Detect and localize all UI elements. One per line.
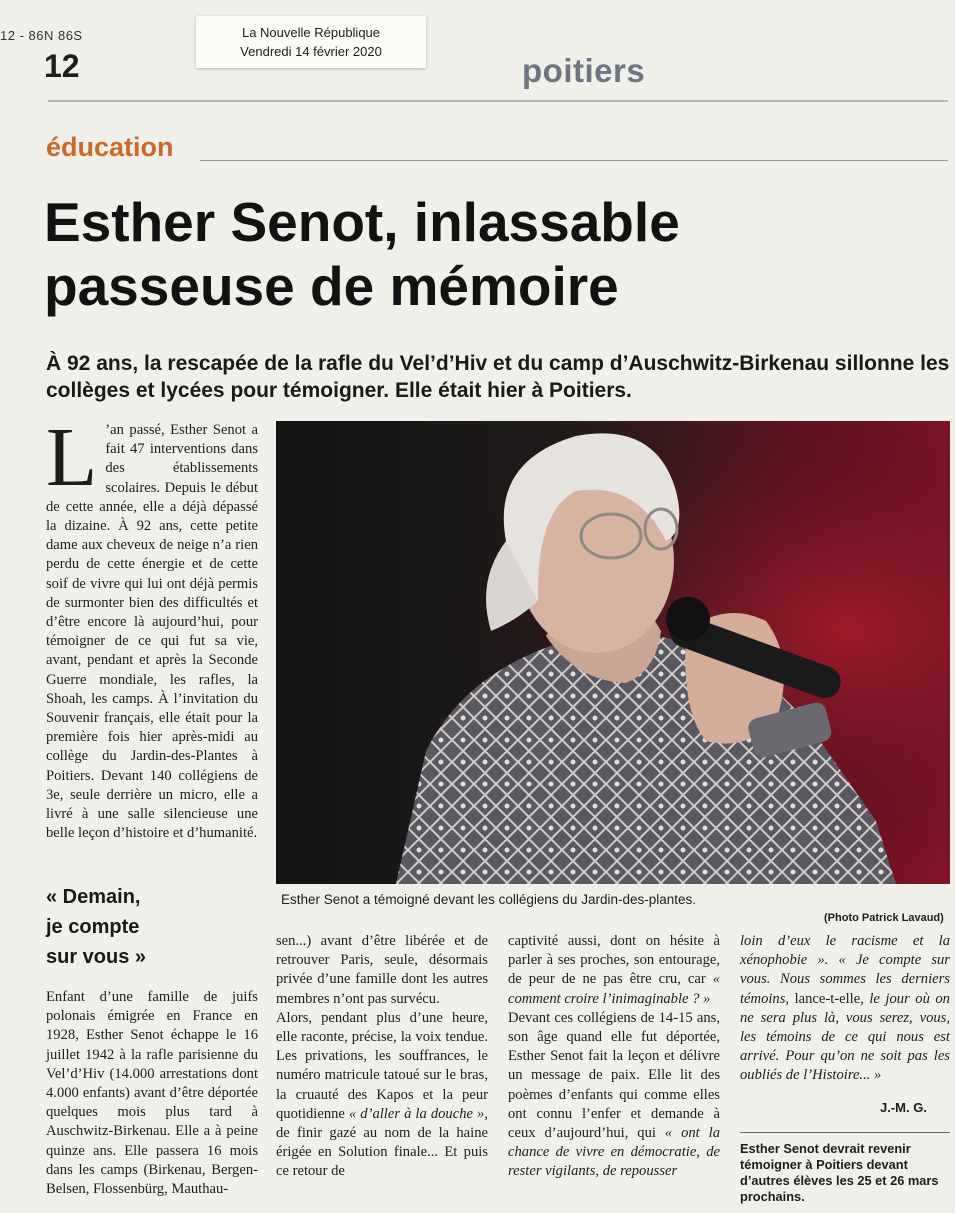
pull-quote-line: je compte: [46, 916, 140, 938]
quote-text: « d’aller à la douche »: [348, 1105, 485, 1122]
body-text: Devant ces collégiens de 14-15 ans, son âge quand elle fut déportée, Esther Senot fait la leçon et délivre un message de paix. Elle lit des poèmes d’enfants qui comme elles ont connu l’enfer et demande à ceux d’aujourd’hui, qui: [508, 1009, 720, 1142]
body-paragraph: [508, 1009, 720, 1182]
body-text: captivité aussi, dont on hésite à parler à ses proches, son entourage, de peur de ne pas être cru, car: [508, 933, 720, 988]
headline-line: Esther Senot, inlassable: [44, 191, 680, 253]
quote-text: loin d’eux le racisme et la xénophobie ». « Je compte sur vous. Nous sommes les derniers témoins,: [740, 933, 950, 1007]
publication-name: La Nouvelle République: [241, 25, 381, 40]
photo-credit: (Photo Patrick Lavaud): [824, 912, 944, 924]
body-column-4: [740, 932, 950, 1086]
quote-text: « ont la chance de vivre en démocratie, de rester vigilants, de repousser: [508, 1125, 720, 1180]
body-paragraph: [740, 932, 950, 1086]
aside-note: Esther Senot devrait revenir témoigner à Poitiers devant d’autres élèves les 25 et 26 mars prochains.: [740, 1141, 939, 1204]
pull-quote-line: sur vous »: [46, 946, 147, 968]
section-title: poitiers: [522, 52, 646, 89]
aside-divider: [740, 1132, 950, 1133]
subheadline: À 92 ans, la rescapée de la rafle du Vel’d’Hiv et du camp d’Auschwitz-Birkenau sillonne les collèges et lycées pour témoigner. Elle était hier à Poitiers.: [46, 352, 950, 402]
lead-paragraph: [46, 411, 258, 843]
edition-codes: 12 - 86N 86S: [0, 28, 83, 43]
portrait-illustration: [276, 421, 950, 884]
article-photo: [276, 421, 950, 884]
body-paragraph: Enfant d’une famille de juifs polonais émigrée en France en 1928, Esther Senot échappe le 16 juillet 1942 à la rafle parisienne du Vel’d’Hiv (14.000 arrestations dont 4.000 enfants) avant d’être déportée quelques mois plus tard à Auschwitz-Birkenau. Elle a à peine quinze ans. Elle passera 16 mois dans les camps (Birkenau, Bergen-Belsen, Flossenbürg, Mauthau-: [46, 989, 258, 1198]
rubric-label: éducation: [46, 132, 174, 162]
quote-text: « comment croire l’inimaginable ? »: [508, 971, 720, 1007]
body-paragraph: [508, 932, 720, 1009]
masthead-label: [196, 16, 426, 68]
body-text: lance-t-elle,: [789, 990, 870, 1007]
rubric-divider: [200, 160, 948, 161]
quote-text: le jour où on ne sera plus là, vous serez, vous, les témoins de ce qui nous est arrivé. Pour qu’on ne soit pas les oubliés de l’Histoire... »: [740, 990, 950, 1084]
drop-cap: L: [46, 411, 98, 504]
pull-quote-line: « Demain,: [46, 886, 141, 908]
body-column-3: [508, 932, 720, 1182]
body-text: Alors, pendant plus d’une heure, elle raconte, précise, la voix tendue. Les privations, les souffrances, le numéro matricule tatoué sur le bras, la cruauté des Kapos et la peur quotidienne: [276, 1009, 488, 1122]
headline: [44, 190, 944, 318]
author-signature: J.-M. G.: [880, 1100, 927, 1115]
publication-date: Vendredi 14 février 2020: [240, 44, 382, 59]
photo-caption: Esther Senot a témoigné devant les collégiens du Jardin-des-plantes.: [281, 892, 696, 907]
body-paragraph: [276, 1009, 488, 1182]
pull-quote: [46, 882, 146, 972]
headline-line: passeuse de mémoire: [44, 255, 619, 317]
body-paragraph: sen...) avant d’être libérée et de retrouver Paris, seule, désormais privée d’une famille dont les autres membres n’ont pas survécu.: [276, 933, 488, 1007]
page-number: 12: [44, 48, 80, 84]
body-column-1: [46, 988, 258, 1199]
header-divider: [48, 100, 948, 102]
body-text: , de finir gazé au nom de la haine érigée en Solution finale... Et puis ce retour de: [276, 1105, 488, 1180]
body-column-2: [276, 932, 488, 1182]
lead-text: ’an passé, Esther Senot a fait 47 interventions dans des établissements scolaires. Depuis le début de cette année, elle a déjà dépassé la dizaine. À 92 ans, cette petite dame aux cheveux de neige n’a rien perdu de cette énergie et de cette soif de vivre qui lui ont déjà permis de surmonter bien des difficultés et d’être encore là aujourd’hui, pour témoigner de ce qui fut sa vie, avant, pendant et après la Seconde Guerre mondiale, les rafles, la Shoah, les camps. À l’invitation du Souvenir français, elle était pour la première fois hier après-midi au collège du Jardin-des-Plantes à Poitiers. Devant 140 collégiens de 3e, seule derrière un micro, elle a livré à une salle silencieuse une belle leçon d’histoire et d’humanité.: [46, 422, 258, 842]
